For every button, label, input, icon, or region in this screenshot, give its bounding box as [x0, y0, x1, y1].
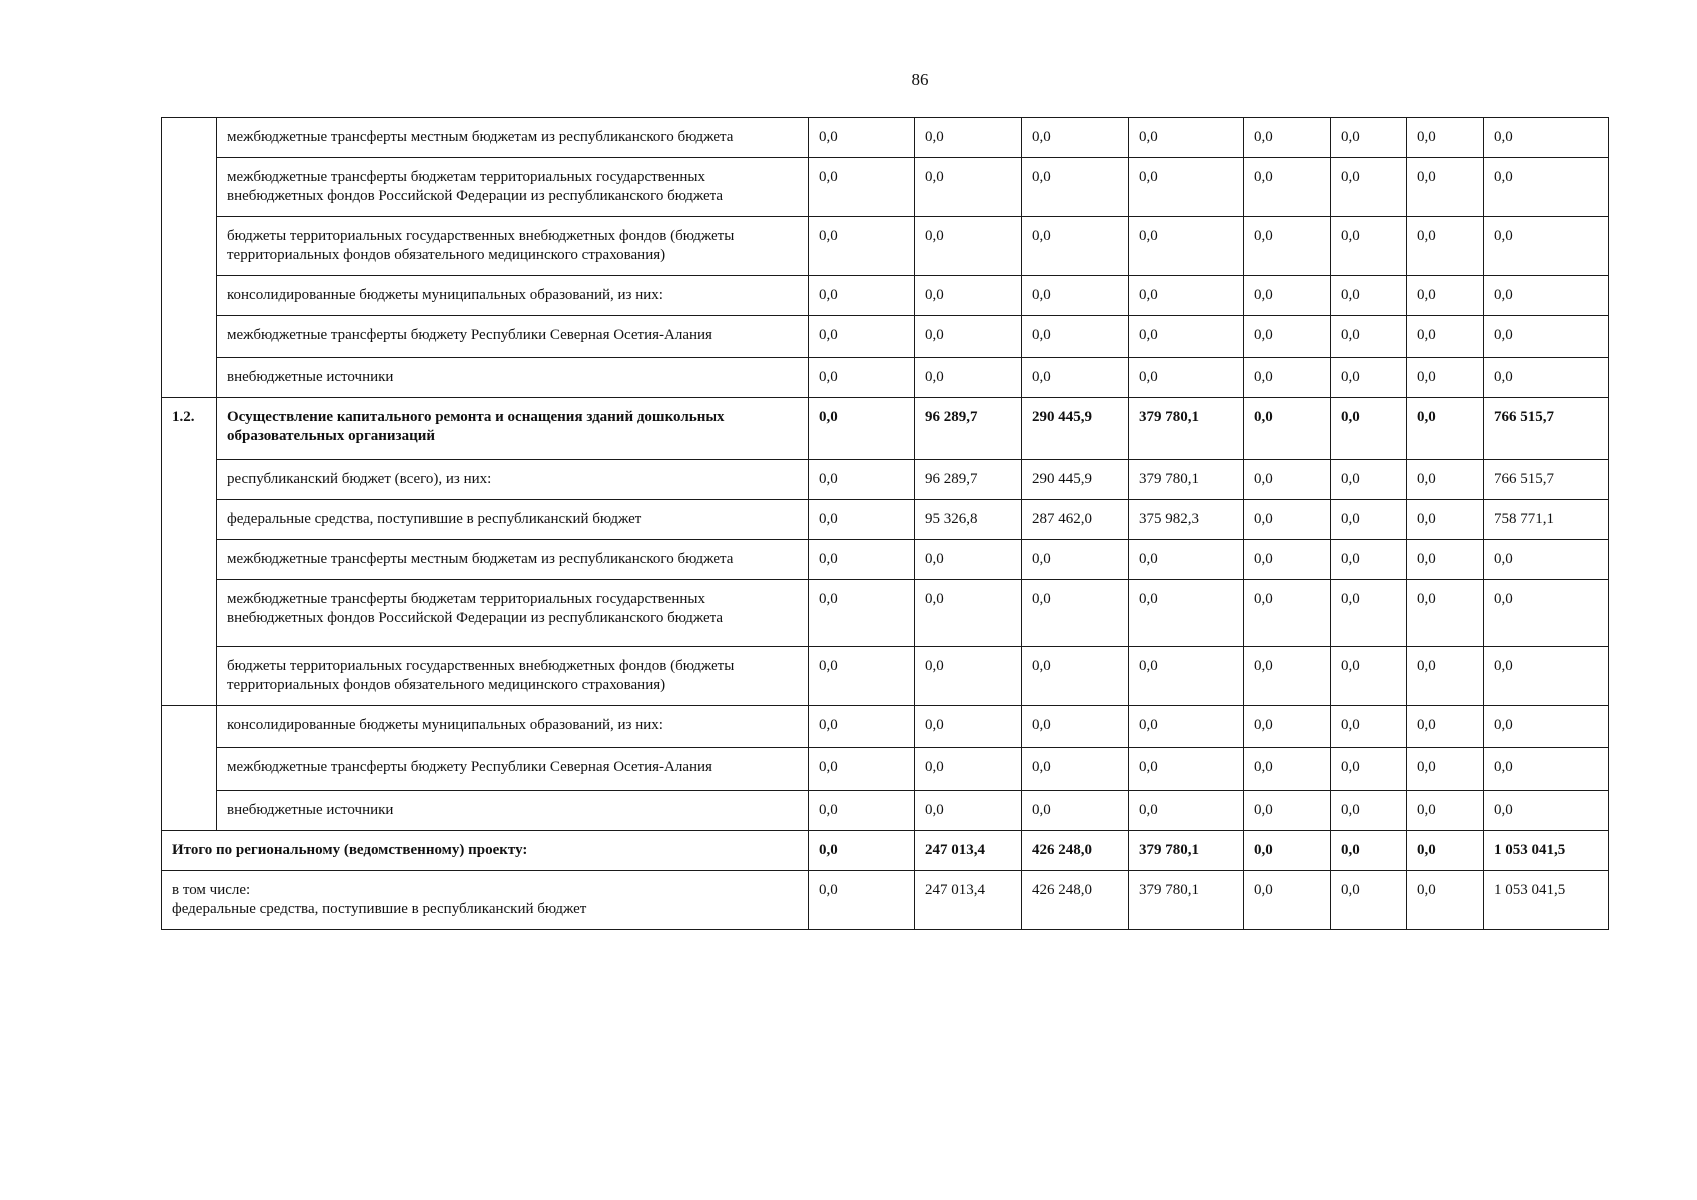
table-row — [162, 791, 1609, 831]
value-cell: 0,0 — [1331, 540, 1407, 580]
value-cell: 0,0 — [1129, 540, 1244, 580]
value-cell: 0,0 — [809, 316, 915, 358]
total-value-cell: 379 780,1 — [1129, 831, 1244, 871]
code-cell — [162, 118, 217, 398]
value-cell: 0,0 — [1129, 276, 1244, 316]
code-cell — [162, 706, 217, 831]
row-label: федеральные средства, поступившие в республиканский бюджет — [217, 500, 809, 540]
value-cell: 0,0 — [1244, 217, 1331, 276]
total-label: Итого по региональному (ведомственному) проекту: — [162, 831, 809, 871]
row-label: республиканский бюджет (всего), из них: — [217, 460, 809, 500]
value-cell: 0,0 — [1244, 791, 1331, 831]
value-cell: 0,0 — [1244, 460, 1331, 500]
value-cell: 0,0 — [915, 748, 1022, 791]
value-cell: 0,0 — [915, 217, 1022, 276]
value-cell: 0,0 — [1331, 217, 1407, 276]
table-row — [162, 460, 1609, 500]
value-cell: 0,0 — [1244, 118, 1331, 158]
value-cell: 0,0 — [1407, 217, 1484, 276]
table-row — [162, 647, 1609, 706]
value-cell: 0,0 — [1022, 276, 1129, 316]
value-cell: 287 462,0 — [1022, 500, 1129, 540]
value-cell: 0,0 — [1244, 398, 1331, 460]
table-row — [162, 580, 1609, 647]
value-cell: 0,0 — [1407, 358, 1484, 398]
value-cell: 0,0 — [1407, 791, 1484, 831]
value-cell: 0,0 — [809, 398, 915, 460]
value-cell: 0,0 — [915, 580, 1022, 647]
value-cell: 426 248,0 — [1022, 871, 1129, 930]
value-cell: 0,0 — [809, 500, 915, 540]
value-cell: 0,0 — [1407, 118, 1484, 158]
budget-table — [161, 117, 1609, 930]
table-row-section-header — [162, 398, 1609, 460]
total-value-cell: 247 013,4 — [915, 831, 1022, 871]
value-cell: 95 326,8 — [915, 500, 1022, 540]
row-label: межбюджетные трансферты бюджету Республики Северная Осетия-Алания — [217, 316, 809, 358]
value-cell: 0,0 — [1022, 647, 1129, 706]
value-cell: 0,0 — [1407, 158, 1484, 217]
value-cell: 0,0 — [915, 791, 1022, 831]
value-cell: 0,0 — [1244, 158, 1331, 217]
value-cell: 0,0 — [1129, 158, 1244, 217]
table-row — [162, 118, 1609, 158]
total-value-cell: 0,0 — [1407, 831, 1484, 871]
value-cell: 0,0 — [1331, 647, 1407, 706]
table-row — [162, 500, 1609, 540]
row-label: бюджеты территориальных государственных внебюджетных фондов (бюджеты территориальных фондов обязательного медицинского страхования) — [217, 217, 809, 276]
value-cell: 0,0 — [1129, 647, 1244, 706]
value-cell: 0,0 — [809, 748, 915, 791]
value-cell: 0,0 — [1484, 647, 1609, 706]
value-cell: 0,0 — [1331, 358, 1407, 398]
value-cell: 290 445,9 — [1022, 398, 1129, 460]
value-cell: 0,0 — [1022, 540, 1129, 580]
including-label-line1: в том числе: — [172, 882, 251, 898]
value-cell: 0,0 — [1331, 500, 1407, 540]
value-cell: 247 013,4 — [915, 871, 1022, 930]
table-row — [162, 748, 1609, 791]
value-cell: 0,0 — [1407, 580, 1484, 647]
value-cell: 0,0 — [809, 358, 915, 398]
value-cell: 0,0 — [1407, 706, 1484, 748]
value-cell: 379 780,1 — [1129, 871, 1244, 930]
value-cell: 0,0 — [915, 540, 1022, 580]
value-cell: 758 771,1 — [1484, 500, 1609, 540]
value-cell: 96 289,7 — [915, 460, 1022, 500]
value-cell: 0,0 — [809, 217, 915, 276]
value-cell: 0,0 — [809, 580, 915, 647]
value-cell: 0,0 — [1022, 748, 1129, 791]
value-cell: 0,0 — [1022, 316, 1129, 358]
value-cell: 0,0 — [915, 276, 1022, 316]
value-cell: 0,0 — [1484, 158, 1609, 217]
value-cell: 0,0 — [1022, 580, 1129, 647]
value-cell: 0,0 — [809, 791, 915, 831]
total-value-cell: 0,0 — [809, 831, 915, 871]
value-cell: 0,0 — [1244, 748, 1331, 791]
value-cell: 0,0 — [1331, 706, 1407, 748]
table-row — [162, 358, 1609, 398]
value-cell: 0,0 — [1331, 748, 1407, 791]
value-cell: 0,0 — [1407, 398, 1484, 460]
row-label: внебюджетные источники — [217, 791, 809, 831]
value-cell: 0,0 — [915, 316, 1022, 358]
value-cell: 0,0 — [1331, 158, 1407, 217]
value-cell: 0,0 — [1129, 217, 1244, 276]
total-value-cell: 1 053 041,5 — [1484, 831, 1609, 871]
value-cell: 0,0 — [1407, 500, 1484, 540]
value-cell: 0,0 — [1244, 358, 1331, 398]
value-cell: 0,0 — [1022, 706, 1129, 748]
value-cell: 0,0 — [1244, 647, 1331, 706]
including-label-line2: федеральные средства, поступившие в республиканский бюджет — [172, 900, 587, 917]
value-cell: 375 982,3 — [1129, 500, 1244, 540]
row-label: консолидированные бюджеты муниципальных образований, из них: — [217, 276, 809, 316]
value-cell: 0,0 — [1331, 398, 1407, 460]
value-cell: 0,0 — [809, 276, 915, 316]
value-cell: 0,0 — [1244, 580, 1331, 647]
value-cell: 0,0 — [809, 647, 915, 706]
value-cell: 0,0 — [1331, 791, 1407, 831]
value-cell: 0,0 — [1129, 791, 1244, 831]
value-cell: 0,0 — [1129, 580, 1244, 647]
value-cell: 0,0 — [1484, 540, 1609, 580]
value-cell: 0,0 — [1129, 748, 1244, 791]
row-label: Осуществление капитального ремонта и оснащения зданий дошкольных образовательных организаций — [217, 398, 809, 460]
value-cell: 0,0 — [1407, 748, 1484, 791]
row-label: межбюджетные трансферты местным бюджетам из республиканского бюджета — [217, 118, 809, 158]
value-cell: 0,0 — [1129, 706, 1244, 748]
value-cell: 0,0 — [1484, 706, 1609, 748]
value-cell: 96 289,7 — [915, 398, 1022, 460]
table-row — [162, 217, 1609, 276]
value-cell: 0,0 — [1407, 460, 1484, 500]
value-cell: 0,0 — [1022, 217, 1129, 276]
value-cell: 0,0 — [1484, 358, 1609, 398]
value-cell: 766 515,7 — [1484, 460, 1609, 500]
value-cell: 1 053 041,5 — [1484, 871, 1609, 930]
value-cell: 0,0 — [1484, 580, 1609, 647]
table-body — [162, 118, 1609, 930]
value-cell: 0,0 — [1244, 871, 1331, 930]
value-cell: 0,0 — [1484, 748, 1609, 791]
value-cell: 0,0 — [915, 706, 1022, 748]
value-cell: 0,0 — [1022, 791, 1129, 831]
value-cell: 0,0 — [809, 706, 915, 748]
value-cell: 0,0 — [1484, 276, 1609, 316]
row-label: межбюджетные трансферты бюджетам территориальных государственных внебюджетных фондов Российской Федерации из республиканского бюджета — [217, 580, 809, 647]
value-cell: 0,0 — [1407, 540, 1484, 580]
value-cell: 0,0 — [1484, 118, 1609, 158]
value-cell: 0,0 — [915, 158, 1022, 217]
table-row — [162, 540, 1609, 580]
value-cell: 0,0 — [1244, 316, 1331, 358]
value-cell: 0,0 — [1244, 706, 1331, 748]
value-cell: 0,0 — [1331, 580, 1407, 647]
table-row-total — [162, 831, 1609, 871]
row-label: межбюджетные трансферты бюджетам территориальных государственных внебюджетных фондов Российской Федерации из республиканского бюджета — [217, 158, 809, 217]
value-cell: 290 445,9 — [1022, 460, 1129, 500]
value-cell: 0,0 — [809, 540, 915, 580]
value-cell: 0,0 — [1484, 316, 1609, 358]
value-cell: 0,0 — [809, 118, 915, 158]
value-cell: 0,0 — [1129, 118, 1244, 158]
value-cell: 0,0 — [915, 358, 1022, 398]
value-cell: 0,0 — [1331, 460, 1407, 500]
value-cell: 0,0 — [1331, 316, 1407, 358]
value-cell: 0,0 — [1484, 217, 1609, 276]
value-cell: 0,0 — [1022, 358, 1129, 398]
value-cell: 0,0 — [1022, 158, 1129, 217]
row-label: консолидированные бюджеты муниципальных образований, из них: — [217, 706, 809, 748]
value-cell: 0,0 — [1407, 871, 1484, 930]
value-cell: 0,0 — [1244, 276, 1331, 316]
total-value-cell: 0,0 — [1244, 831, 1331, 871]
value-cell: 0,0 — [1407, 316, 1484, 358]
page-number: 86 — [911, 70, 929, 89]
value-cell: 766 515,7 — [1484, 398, 1609, 460]
value-cell: 0,0 — [809, 158, 915, 217]
value-cell: 0,0 — [809, 871, 915, 930]
total-value-cell: 426 248,0 — [1022, 831, 1129, 871]
value-cell: 0,0 — [1022, 118, 1129, 158]
row-label: межбюджетные трансферты местным бюджетам из республиканского бюджета — [217, 540, 809, 580]
value-cell: 0,0 — [1407, 647, 1484, 706]
table-row-including — [162, 871, 1609, 930]
value-cell: 0,0 — [915, 647, 1022, 706]
row-label: бюджеты территориальных государственных внебюджетных фондов (бюджеты территориальных фондов обязательного медицинского страхования) — [217, 647, 809, 706]
row-label: внебюджетные источники — [217, 358, 809, 398]
including-label — [162, 871, 809, 930]
row-code: 1.2. — [162, 398, 217, 706]
value-cell: 0,0 — [1129, 316, 1244, 358]
value-cell: 379 780,1 — [1129, 460, 1244, 500]
row-label: межбюджетные трансферты бюджету Республики Северная Осетия-Алания — [217, 748, 809, 791]
value-cell: 0,0 — [1331, 871, 1407, 930]
table-row — [162, 706, 1609, 748]
value-cell: 0,0 — [1407, 276, 1484, 316]
value-cell: 0,0 — [1331, 118, 1407, 158]
value-cell: 0,0 — [1484, 791, 1609, 831]
value-cell: 0,0 — [1244, 500, 1331, 540]
table-row — [162, 276, 1609, 316]
value-cell: 0,0 — [1331, 276, 1407, 316]
value-cell: 0,0 — [809, 460, 915, 500]
table-row — [162, 316, 1609, 358]
value-cell: 0,0 — [915, 118, 1022, 158]
table-row — [162, 158, 1609, 217]
total-value-cell: 0,0 — [1331, 831, 1407, 871]
value-cell: 379 780,1 — [1129, 398, 1244, 460]
value-cell: 0,0 — [1129, 358, 1244, 398]
value-cell: 0,0 — [1244, 540, 1331, 580]
